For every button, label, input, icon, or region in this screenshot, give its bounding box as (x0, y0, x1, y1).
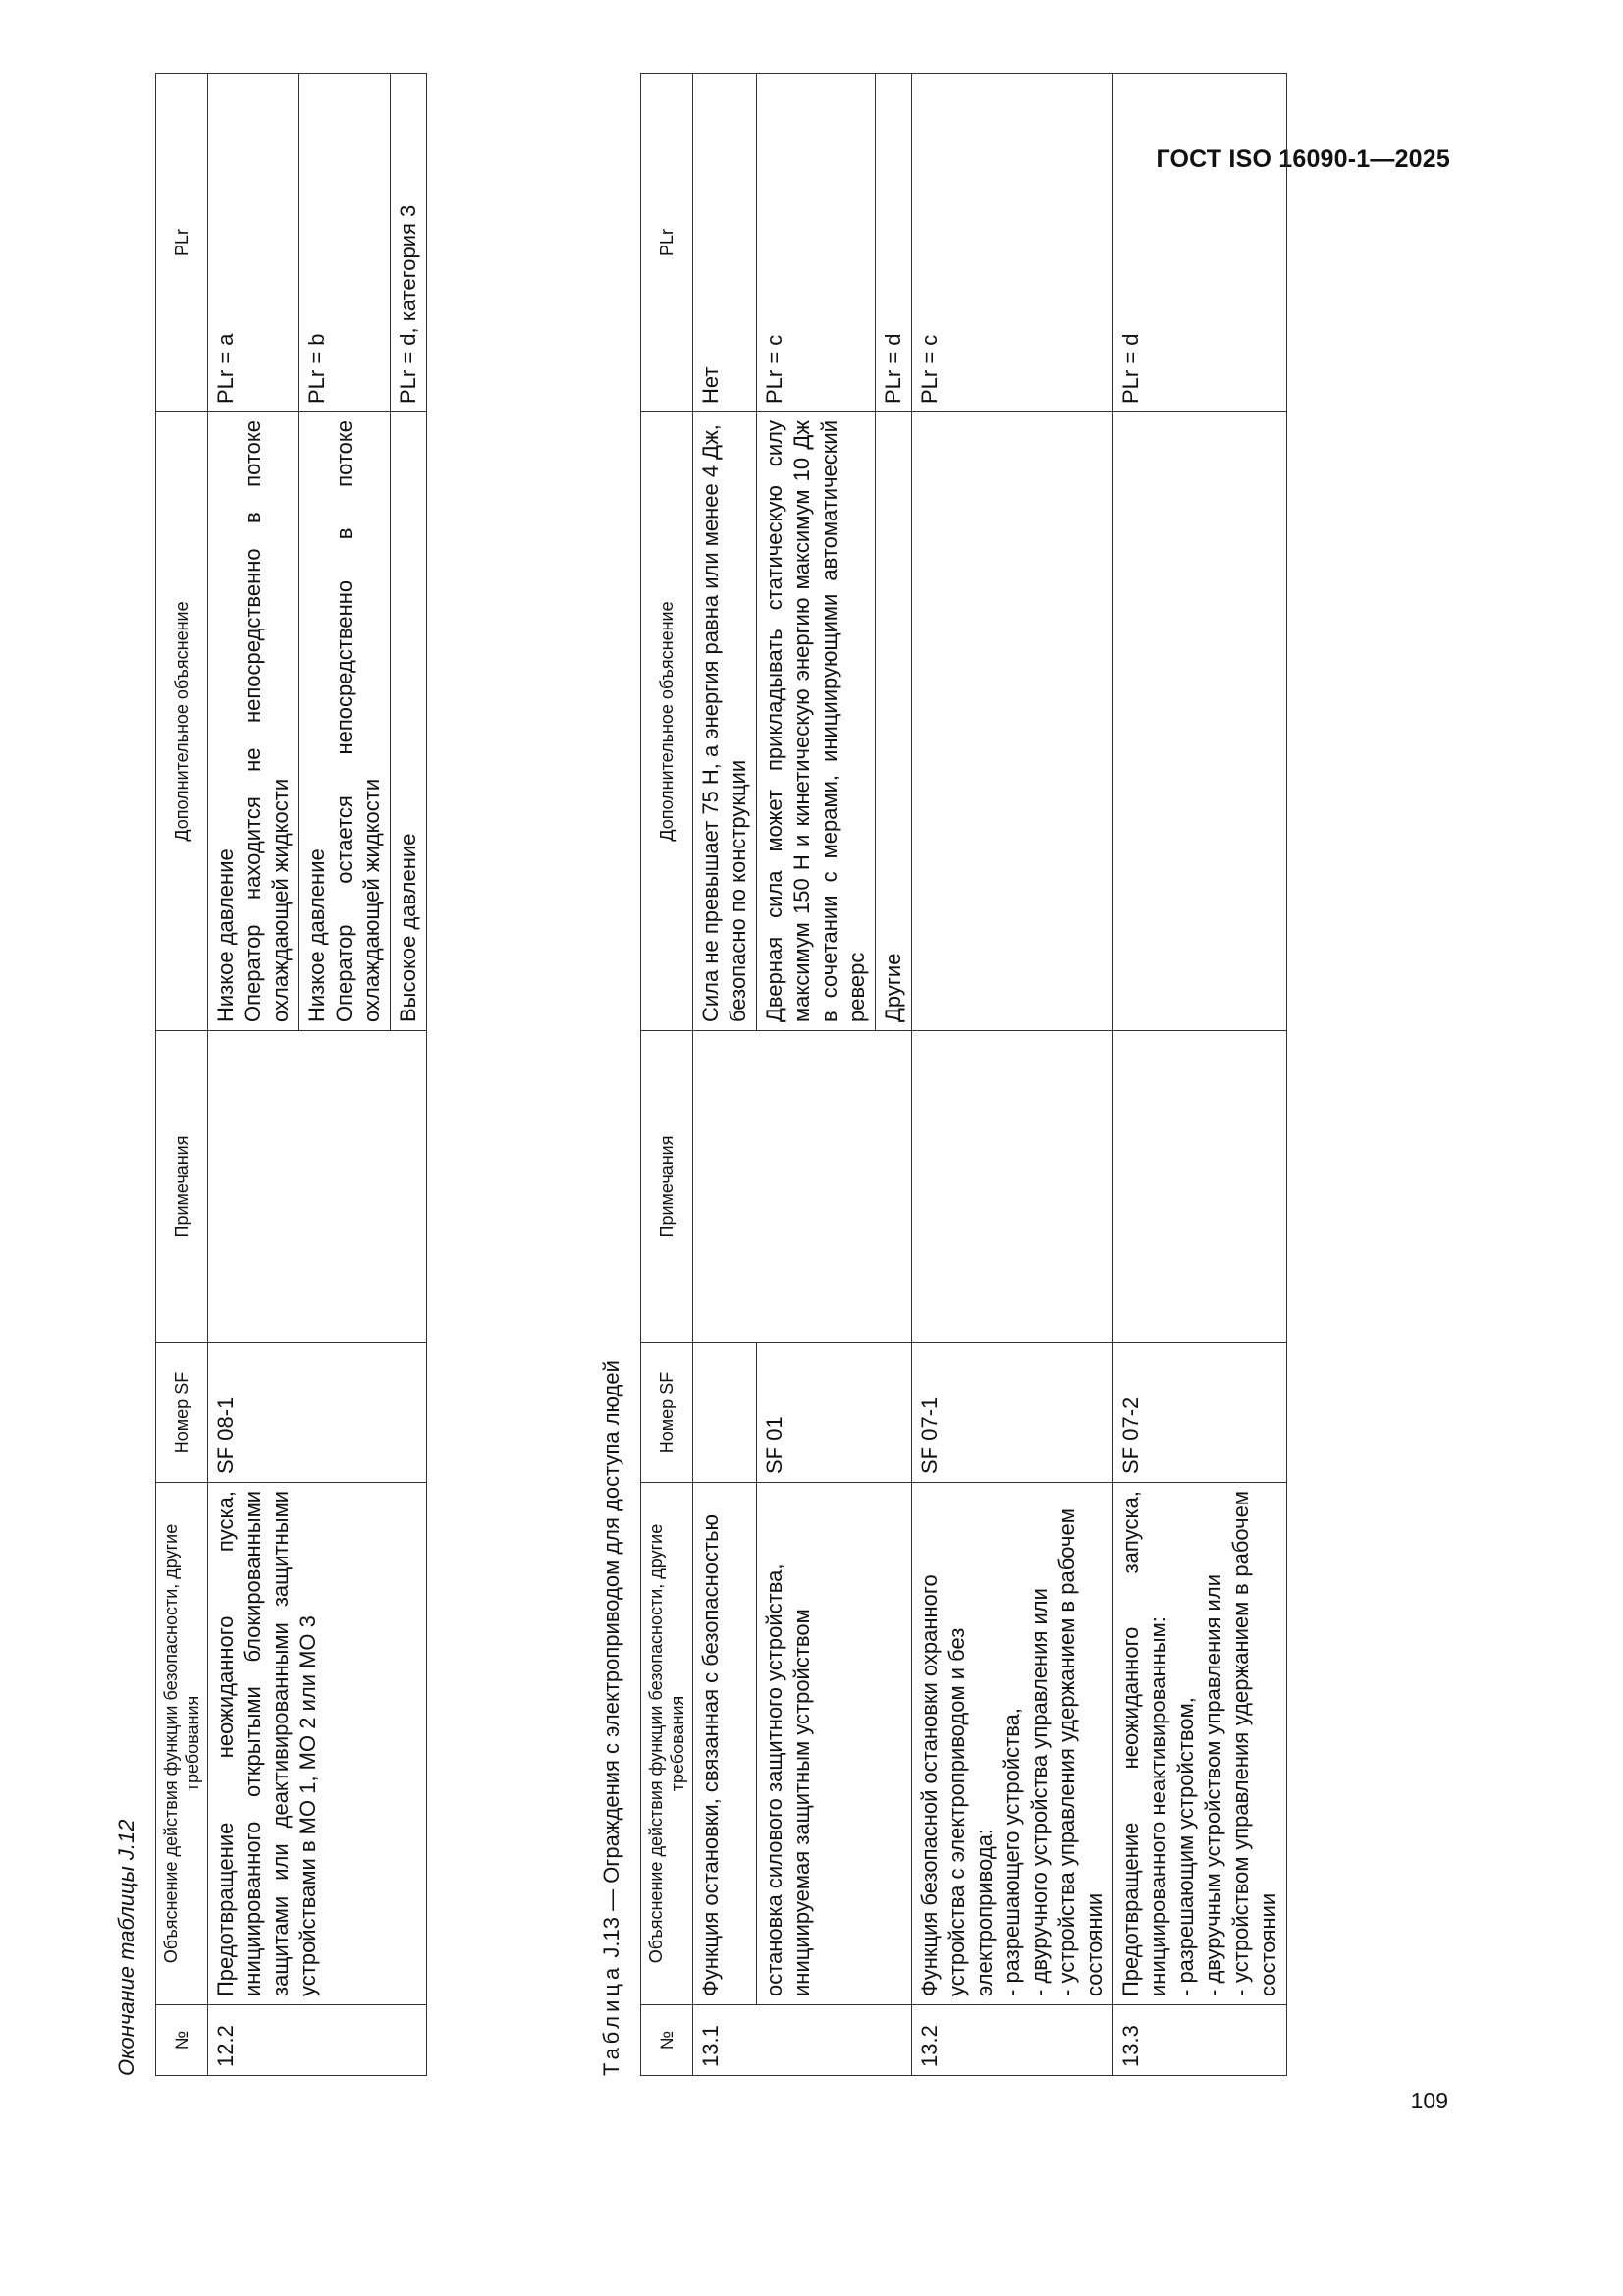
table-caption (599, 1360, 624, 2076)
additional-line: Оператор находится не непосредственно в потоке охлаждающей жидкости (241, 420, 293, 1022)
cell-additional: Другие (876, 412, 912, 1031)
explanation-title: Предотвращение неожиданного запуска, инициированного неактивированным: (1118, 1491, 1170, 1996)
list-item: - разрешающего устройства, (1000, 1707, 1024, 1996)
cell-plr: PLr = d, категория 3 (391, 74, 427, 412)
table-j13 (640, 73, 1287, 2076)
list-item: - двуручным устройством управления или (1201, 1574, 1225, 1996)
header-sf: Номер SF (641, 1343, 693, 1483)
cell-plr: PLr = d (1113, 74, 1287, 412)
cell-additional: Высокое давление (391, 412, 427, 1031)
list-item: - устройством управления удержанием в рабочем состоянии (1228, 1491, 1280, 1996)
cell-plr: PLr = b (299, 74, 391, 412)
document-code: ГОСТ ISO 16090-1—2025 (1156, 145, 1450, 173)
additional-line: Оператор остается непосредственно в потоке охлаждающей жидкости (332, 420, 384, 1022)
cell-notes (912, 1031, 1113, 1343)
cell-explanation (1113, 1483, 1287, 2005)
table-row (208, 74, 299, 2076)
cell-additional (1113, 412, 1287, 1031)
header-sf: Номер SF (156, 1343, 208, 1483)
continuation-label: Окончание таблицы J.12 (114, 1819, 138, 2076)
header-num: № (641, 2005, 693, 2076)
cell-sf (693, 1343, 757, 1483)
table-j12 (155, 73, 427, 2076)
additional-line: Низкое давление (304, 848, 329, 1022)
table-header-row (641, 74, 693, 2076)
cell-additional: Сила не превышает 75 Н, а энергия равна или менее 4 Дж, безопасно по конструкции (693, 412, 757, 1031)
header-additional: Дополнительное объяснение (156, 412, 208, 1031)
page-number: 109 (1410, 2088, 1448, 2113)
header-explanation: Объяснение действия функции безопасности, другие требования (641, 1483, 693, 2005)
header-num: № (156, 2005, 208, 2076)
cell-num: 13.2 (912, 2005, 1113, 2076)
cell-sf: SF 08-1 (208, 1343, 427, 1483)
table-header-row (156, 74, 208, 2076)
header-notes: Примечания (641, 1031, 693, 1343)
explanation-title: Функция безопасной остановки охранного устройства с электроприводом и без электропривода: (917, 1574, 997, 1996)
list-item: - разрешающим устройством, (1173, 1697, 1198, 1996)
list-item: - устройства управления удержанием в рабочем состоянии (1055, 1508, 1107, 1996)
cell-explanation: Предотвращение неожиданного пуска, инициированного открытыми блокированными защитами или деактивированными защитными устройствами в MO 1, MO 2 или MO 3 (208, 1483, 427, 2005)
additional-line: Низкое давление (213, 848, 238, 1022)
cell-additional (912, 412, 1113, 1031)
rotated-content (114, 73, 1449, 2076)
header-plr: PLr (641, 74, 693, 412)
header-explanation: Объяснение действия функции безопасности, другие требования (156, 1483, 208, 2005)
table-row (693, 74, 757, 2076)
cell-plr: PLr = a (208, 74, 299, 412)
cell-sf: SF 07-2 (1113, 1343, 1287, 1483)
cell-sf: SF 01 (757, 1343, 912, 1483)
cell-notes (208, 1031, 427, 1343)
cell-additional (299, 412, 391, 1031)
table-row (1113, 74, 1287, 2076)
caption-text: J.13 — Ограждения с электроприводом для доступа людей (599, 1360, 623, 1958)
cell-num: 12.2 (208, 2005, 427, 2076)
cell-sf: SF 07-1 (912, 1343, 1113, 1483)
cell-explanation: остановка силового защитного устройства, инициируемая защитным устройством (757, 1483, 912, 2005)
cell-plr: PLr = d (876, 74, 912, 412)
cell-num: 13.3 (1113, 2005, 1287, 2076)
cell-explanation (912, 1483, 1113, 2005)
list-item: - двуручного устройства управления или (1027, 1588, 1052, 1996)
cell-plr: PLr = c (757, 74, 876, 412)
cell-additional (208, 412, 299, 1031)
cell-explanation: Функция остановки, связанная с безопасностью (693, 1483, 757, 2005)
cell-plr: PLr = c (912, 74, 1113, 412)
header-additional: Дополнительное объяснение (641, 412, 693, 1031)
cell-plr: Нет (693, 74, 757, 412)
cell-notes (693, 1031, 912, 1343)
header-plr: PLr (156, 74, 208, 412)
cell-notes (1113, 1031, 1287, 1343)
caption-prefix: Таблица (599, 1963, 623, 2076)
cell-additional: Дверная сила может прикладывать статическую силу максимум 150 Н и кинетическую энергию максимум 10 Дж в сочетании с мерами, инициирующими автоматический реверс (757, 412, 876, 1031)
table-row (912, 74, 1113, 2076)
cell-num: 13.1 (693, 2005, 912, 2076)
header-notes: Примечания (156, 1031, 208, 1343)
